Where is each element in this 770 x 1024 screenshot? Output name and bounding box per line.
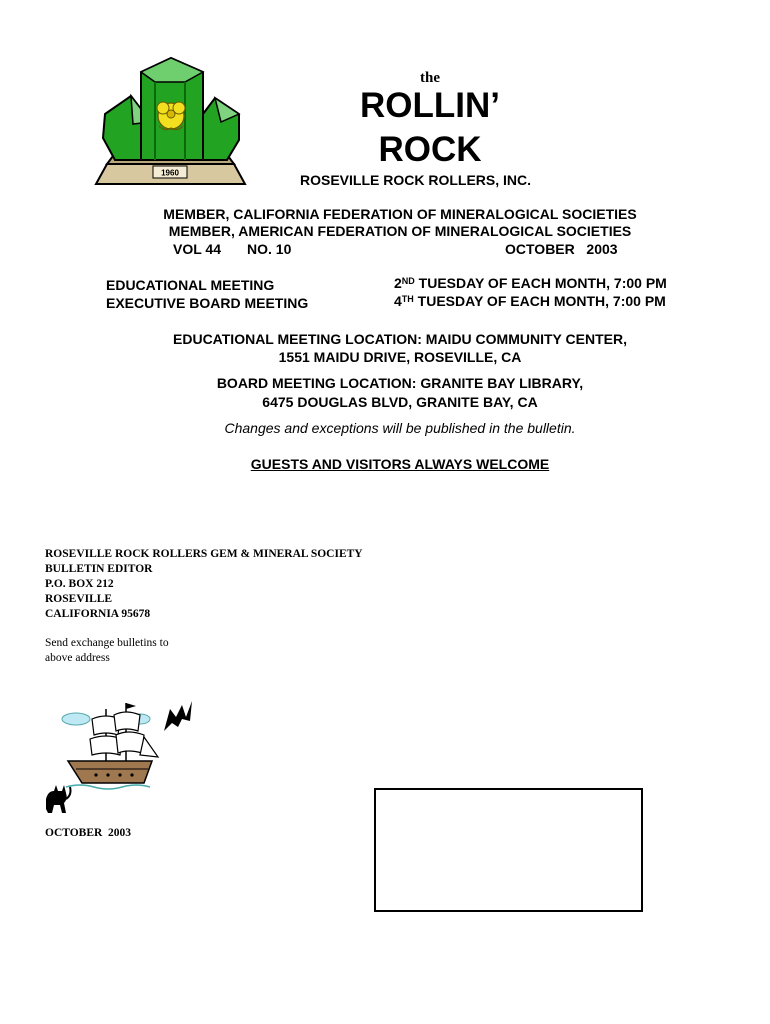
footer-date: OCTOBER 2003 [45,827,132,839]
board-location-line-1: BOARD MEETING LOCATION: GRANITE BAY LIBRARY, [216,375,584,391]
club-logo [93,52,248,187]
exchange-note-line-1: Send exchange bulletins to [45,637,169,649]
exchange-note [45,636,245,666]
club-name: ROSEVILLE ROCK ROLLERS, INC. [300,172,532,188]
title-line-2: ROCK [378,130,482,169]
title-prefix: the [420,70,440,86]
address-line-city: ROSEVILLE [45,593,113,605]
membership-line-1: MEMBER, CALIFORNIA FEDERATION OF MINERALOGICAL SOCIETIES [163,206,637,222]
meeting-name-educational: EDUCATIONAL MEETING [106,277,275,293]
edu-location-line-1: EDUCATIONAL MEETING LOCATION: MAIDU COMMUNITY CENTER, [173,331,627,347]
return-address [45,547,445,622]
issue-date: OCTOBER 2003 [505,241,618,257]
bulletin-notice: Changes and exceptions will be published in the bulletin. [224,420,576,436]
volume-number: VOL 44 [173,241,221,257]
svg-text:1960: 1960 [161,168,179,178]
edu-location-line-2: 1551 MAIDU DRIVE, ROSEVILLE, CA [278,349,522,365]
meeting-schedule-executive: 4TH TUESDAY OF EACH MONTH, 7:00 PM [394,293,666,309]
address-line-editor: BULLETIN EDITOR [45,563,153,575]
address-line-state-zip: CALIFORNIA 95678 [45,608,151,620]
halloween-clipart [40,695,200,815]
green-crystal-logo-icon [93,52,248,187]
welcome-banner: GUESTS AND VISITORS ALWAYS WELCOME [250,456,550,472]
board-location-line-2: 6475 DOUGLAS BLVD, GRANITE BAY, CA [262,394,538,410]
black-cat-icon [46,785,71,813]
meeting-schedule-educational: 2ND TUESDAY OF EACH MONTH, 7:00 PM [394,275,667,291]
issue-number: NO. 10 [247,241,292,257]
title-line-1: ROLLIN’ [360,86,500,125]
membership-line-2: MEMBER, AMERICAN FEDERATION OF MINERALOGICAL SOCIETIES [168,223,632,239]
exchange-note-line-2: above address [45,652,110,664]
bat-icon [164,701,192,731]
address-line-society: ROSEVILLE ROCK ROLLERS GEM & MINERAL SOCIETY [45,548,363,560]
mailing-label-box [374,788,643,912]
address-line-pobox: P.O. BOX 212 [45,578,114,590]
meeting-name-executive: EXECUTIVE BOARD MEETING [106,295,309,311]
